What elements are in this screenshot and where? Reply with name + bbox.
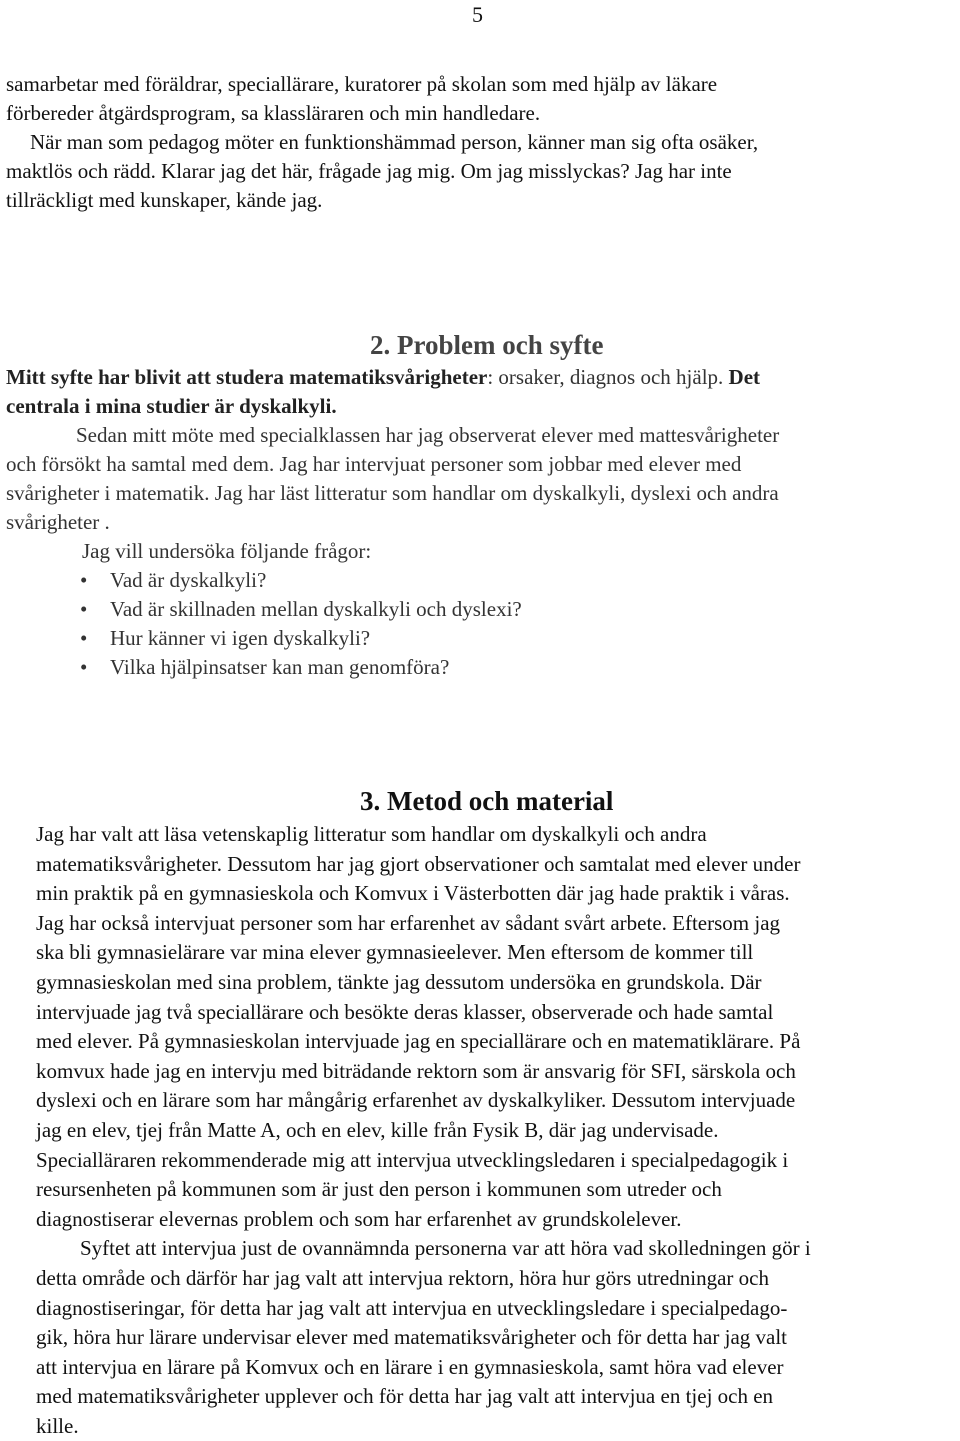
para-line: gymnasieskolan med sina problem, tänkte jag dessutom undersöka en grundskola. Där <box>36 969 762 994</box>
para-line: diagnostiseringar, för detta har jag valt att intervjua en utvecklingsledare i specialpedago- <box>36 1295 788 1320</box>
list-item: • Vilka hjälpinsatser kan man genomföra? <box>6 653 779 682</box>
para-line: ska bli gymnasielärare var mina elever gymnasieelever. Men eftersom de kommer till <box>36 940 754 965</box>
para-line: med matematiksvårigheter upplever och för detta har jag valt att intervjua en tjej och en <box>36 1384 774 1409</box>
para-line: svårigheter i matematik. <box>6 481 210 505</box>
purpose-line <box>6 363 779 392</box>
para-line: resursenheten på kommunen som är just den person i kommunen som utreder och <box>36 1177 722 1202</box>
para-line: dyslexi och en lärare som har mångårig erfarenhet av dyskalkyliker. Dessutom intervjuade <box>36 1088 796 1113</box>
para-line: svårigheter . <box>6 510 110 534</box>
intro-line: maktlös och rädd. Klarar jag det här, frågade jag mig. Om jag misslyckas? Jag har inte <box>6 159 732 183</box>
para-line: Jag har valt att läsa vetenskaplig litteratur som handlar om dyskalkyli och andra <box>36 822 707 846</box>
section3-body <box>36 820 811 1441</box>
para-line: jag en elev, tjej från Matte A, och en elev, kille från Fysik B, där jag undervisade. <box>36 1117 719 1142</box>
bullet-icon: • <box>80 655 88 679</box>
para-line: och försökt ha samtal med dem. <box>6 452 275 476</box>
bullet-icon: • <box>80 626 88 650</box>
section2-heading: 2. Problem och syfte <box>370 330 604 360</box>
purpose-central: centrala i mina studier är dyskalkyli. <box>6 394 337 418</box>
intro-line: tillräckligt med kunskaper, kände jag. <box>6 188 323 212</box>
intro-line: förbereder åtgärdsprogram, sa klassläraren och min handledare. <box>6 101 541 125</box>
questions-intro: Jag vill undersöka följande frågor: <box>82 539 372 563</box>
para-line-group <box>6 479 779 508</box>
para-line: diagnostiserar elevernas problem och som har erfarenhet av grundskolelever. <box>36 1206 682 1231</box>
bullet-icon: • <box>80 568 88 592</box>
section3-heading: 3. Metod och material <box>360 786 614 816</box>
intro-line: När man som pedagog möter en funktionshämmad person, känner man sig ofta osäker, <box>30 130 759 154</box>
para-line: gik, höra hur lärare undervisar elever med matematiksvårigheter och för detta har jag valt <box>36 1325 788 1350</box>
para-line: att intervjua en lärare på Komvux och en lärare i en gymnasieskola, samt höra vad elever <box>36 1354 784 1379</box>
purpose-rest: : orsaker, diagnos och hjälp. <box>487 365 724 389</box>
para-line: matematiksvårigheter. Dessutom har jag gjort observationer och samtalat med elever under <box>36 851 801 876</box>
list-item: • Vad är skillnaden mellan dyskalkyli och dyslexi? <box>6 595 779 624</box>
para-line: Sedan mitt möte med specialklassen har jag observerat elever med mattesvårigheter <box>76 423 780 447</box>
intro-line: samarbetar med föräldrar, speciallärare, kuratorer på skolan som med hjälp av läkare <box>6 72 718 96</box>
para-line: med elever. På gymnasieskolan intervjuade jag en speciallärare och en matematiklärare. På <box>36 1029 801 1054</box>
para-line-group <box>6 450 779 479</box>
list-item: • Vad är dyskalkyli? <box>6 566 779 595</box>
para-line: kille. <box>36 1413 79 1438</box>
para-line: detta område och därför har jag valt att intervjua rektorn, höra hur görs utredningar och <box>36 1265 769 1290</box>
intro-paragraph <box>6 70 758 215</box>
para-line: Jag har intervjuat personer som jobbar med elever med <box>274 452 742 476</box>
para-line: komvux hade jag en intervju med biträdande rektorn som är ansvarig för SFI, särskola och <box>36 1058 796 1083</box>
para-line: intervjuade jag två speciallärare och besökte deras klasser, observerade och hade samtal <box>36 999 774 1024</box>
para-line: Specialläraren rekommenderade mig att intervjua utvecklingsledaren i specialpedagogik i <box>36 1147 789 1172</box>
purpose-bold-end: Det <box>723 365 761 389</box>
bullet-icon: • <box>80 597 88 621</box>
page-number: 5 <box>472 2 483 27</box>
para-line: Jag har läst litteratur som handlar om dyskalkyli, dyslexi och andra <box>209 481 779 505</box>
purpose-bold: Mitt syfte har blivit att studera matematiksvårigheter <box>6 365 488 389</box>
section2-body <box>6 363 779 682</box>
para-line: Syftet att intervjua just de ovannämnda personerna var att höra vad skolledningen gör i <box>80 1236 811 1261</box>
para-line: Jag har också intervjuat personer som har erfarenhet av sådant svårt arbete. Eftersom jag <box>36 910 781 935</box>
list-item: • Hur känner vi igen dyskalkyli? <box>6 624 779 653</box>
questions-list <box>6 566 779 682</box>
para-line: min praktik på en gymnasieskola och Komvux i Västerbotten där jag hade praktik i våras. <box>36 881 790 906</box>
